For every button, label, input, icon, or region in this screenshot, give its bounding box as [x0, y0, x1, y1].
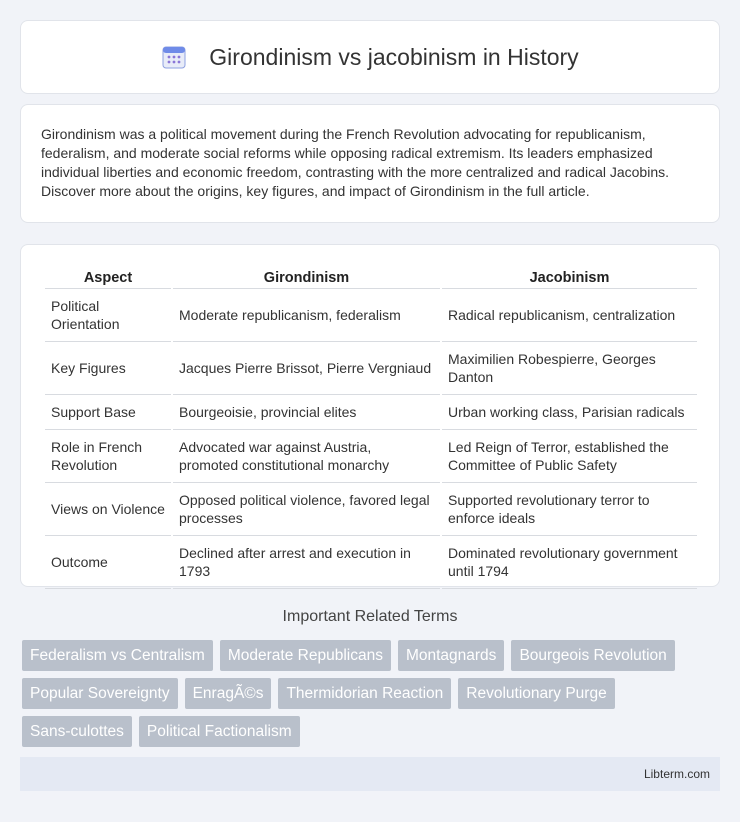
- comparison-table: [43, 265, 699, 589]
- cell-aspect: Views on Violence: [45, 483, 171, 536]
- cell-girondinism: Declined after arrest and execution in 1793: [173, 536, 440, 589]
- header-aspect: Aspect: [45, 265, 171, 289]
- table-header-row: [45, 265, 697, 289]
- cell-aspect: Key Figures: [45, 342, 171, 395]
- cell-girondinism: Opposed political violence, favored legal processes: [173, 483, 440, 536]
- cell-girondinism: Bourgeoisie, provincial elites: [173, 395, 440, 430]
- tag-moderate-republicans[interactable]: Moderate Republicans: [220, 640, 391, 671]
- table-row: [45, 536, 697, 589]
- tag-sans-culottes[interactable]: Sans-culottes: [22, 716, 132, 747]
- cell-jacobinism: Urban working class, Parisian radicals: [442, 395, 697, 430]
- cell-jacobinism: Maximilien Robespierre, Georges Danton: [442, 342, 697, 395]
- tag-federalism-vs-centralism[interactable]: Federalism vs Centralism: [22, 640, 213, 671]
- footer: [20, 757, 720, 791]
- related-terms-title: Important Related Terms: [282, 608, 458, 625]
- comparison-card: [20, 244, 720, 587]
- header-card: [20, 20, 720, 94]
- footer-site-link[interactable]: Libterm.com: [643, 767, 710, 781]
- cell-jacobinism: Radical republicanism, centralization: [442, 289, 697, 342]
- header-jacobinism: Jacobinism: [442, 265, 697, 289]
- cell-aspect: Support Base: [45, 395, 171, 430]
- table-row: [45, 395, 697, 430]
- table-row: [45, 430, 697, 483]
- tag-popular-sovereignty[interactable]: Popular Sovereignty: [22, 678, 178, 709]
- tag-political-factionalism[interactable]: Political Factionalism: [139, 716, 300, 747]
- cell-aspect: Political Orientation: [45, 289, 171, 342]
- tag-thermidorian-reaction[interactable]: Thermidorian Reaction: [278, 678, 451, 709]
- table-row: [45, 289, 697, 342]
- related-terms-list: [22, 640, 722, 754]
- table-row: [45, 342, 697, 395]
- intro-text: Girondinism was a political movement during the French Revolution advocating for republicanism, federalism, and moderate social reforms while opposing radical extremism. Its leaders emphasized individual liberties and economic freedom, contrasting with the more centralized and radical Jacobins. Discover more about the origins, key figures, and impact of Girondinism in the full article.: [41, 126, 669, 199]
- cell-aspect: Outcome: [45, 536, 171, 589]
- cell-aspect: Role in French Revolution: [45, 430, 171, 483]
- cell-jacobinism: Dominated revolutionary government until 1794: [442, 536, 697, 589]
- cell-girondinism: Advocated war against Austria, promoted constitutional monarchy: [173, 430, 440, 483]
- calendar-icon: [161, 44, 187, 70]
- tag-enrages[interactable]: EnragÃ©s: [185, 678, 272, 709]
- cell-jacobinism: Led Reign of Terror, established the Committee of Public Safety: [442, 430, 697, 483]
- cell-jacobinism: Supported revolutionary terror to enforce ideals: [442, 483, 697, 536]
- table-row: [45, 483, 697, 536]
- tag-bourgeois-revolution[interactable]: Bourgeois Revolution: [511, 640, 674, 671]
- tag-montagnards[interactable]: Montagnards: [398, 640, 504, 671]
- header-girondinism: Girondinism: [173, 265, 440, 289]
- page-title: Girondinism vs jacobinism in History: [209, 43, 579, 70]
- intro-card: [20, 104, 720, 223]
- cell-girondinism: Jacques Pierre Brissot, Pierre Vergniaud: [173, 342, 440, 395]
- tag-revolutionary-purge[interactable]: Revolutionary Purge: [458, 678, 614, 709]
- cell-girondinism: Moderate republicanism, federalism: [173, 289, 440, 342]
